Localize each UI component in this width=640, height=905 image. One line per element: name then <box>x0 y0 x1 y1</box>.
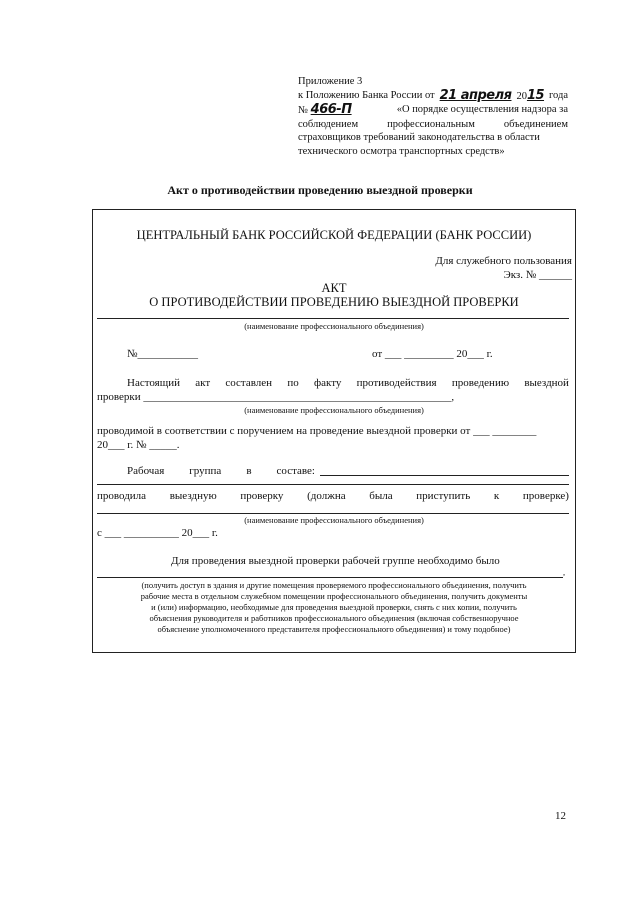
footnote-line: объяснение уполномоченного представителя профессионального объединения) и тому подобное) <box>157 624 511 634</box>
org-name: ЦЕНТРАЛЬНЫЙ БАНК РОССИЙСКОЙ ФЕДЕРАЦИИ (БАНК РОССИИ) <box>136 228 532 242</box>
document-title: Акт о противодействии проведению выездной проверки <box>167 183 473 197</box>
word: в <box>246 465 252 477</box>
org-caption-1: (наименование профессионального объединения) <box>244 321 424 331</box>
copy-number: Экз. № ______ <box>503 269 572 281</box>
word: Рабочая <box>127 465 165 477</box>
act-title: АКТ <box>321 281 347 295</box>
needed-line <box>97 577 563 578</box>
workgroup-label <box>127 464 315 478</box>
page-number: 12 <box>555 810 566 822</box>
para2-line2: 20___ г. № _____. <box>97 439 180 451</box>
word: была <box>369 490 393 502</box>
word: проверке) <box>522 490 569 502</box>
conducted-line <box>97 489 569 503</box>
word: акт <box>195 377 211 389</box>
act-date-field: от ___ _________ 20___ г. <box>372 348 493 360</box>
word: группа <box>189 465 222 477</box>
word: противодействия <box>356 377 437 389</box>
appendix-line5: страховщиков требований законодательства в области <box>298 132 540 143</box>
appendix-line3-rest: «О порядке осуществления надзора за <box>396 104 568 115</box>
word: проведению <box>451 377 510 389</box>
needed-label: Для проведения выездной проверки рабочей группе необходимо было <box>171 555 500 567</box>
year-prefix: 20 <box>516 90 527 102</box>
handwritten-year: 15 <box>526 87 545 103</box>
para2-line1: проводимой в соответствии с поручением на проведение выездной проверки от ___ ________ <box>97 425 537 437</box>
handwritten-date: 21 апреля <box>439 87 512 103</box>
num-prefix: № <box>298 105 309 116</box>
word: Настоящий <box>127 377 180 389</box>
service-use-label: Для служебного пользования <box>435 255 572 267</box>
appendix-line1: Приложение 3 <box>298 76 363 87</box>
appendix-line3 <box>298 103 568 118</box>
act-number-field: №___________ <box>127 348 198 360</box>
footnote-line: (получить доступ в здания и другие помещения проверяемого профессионального объединения, получить <box>141 580 527 590</box>
org-caption-3: (наименование профессионального объединения) <box>244 515 424 525</box>
word: выездной <box>524 377 569 389</box>
word: выездную <box>169 490 217 502</box>
workgroup-line <box>320 475 569 476</box>
footnote-line: рабочие места в отдельном служебном помещении профессионального объединения, получить документы <box>140 591 528 601</box>
org-name-line <box>97 318 569 319</box>
handwritten-number: 466-П <box>310 102 352 117</box>
workgroup-line-2 <box>97 484 569 485</box>
appendix-line2-prefix: к Положению Банка России от <box>298 89 435 101</box>
year-suffix: года <box>548 89 568 101</box>
word: к <box>493 490 500 502</box>
word: приступить <box>416 490 471 502</box>
footnote-line: объяснения руководителя и работников профессионального объединения (включая собственноручное <box>149 613 519 623</box>
word: составлен <box>225 377 273 389</box>
from-date-field: с ___ __________ 20___ г. <box>97 527 218 539</box>
appendix-line4: соблюдением профессиональным объединением <box>298 118 568 130</box>
org-caption-2: (наименование профессионального объединения) <box>244 405 424 415</box>
org-name-line-3 <box>97 513 569 514</box>
act-subtitle: О ПРОТИВОДЕЙСТВИИ ПРОВЕДЕНИЮ ВЫЕЗДНОЙ ПРОВЕРКИ <box>149 295 519 309</box>
appendix-line2 <box>298 89 568 104</box>
word: проверку <box>240 490 284 502</box>
para1-line2: проверки ________________________________________________________, <box>97 391 455 403</box>
comma: , <box>563 567 566 577</box>
appendix-header <box>298 75 568 158</box>
footnote-line: и (или) информацию, необходимые для проведения выездной проверки, снять с них копии, получить <box>151 602 517 612</box>
footnote <box>95 580 573 635</box>
para1-line1 <box>127 376 569 390</box>
word: составе: <box>276 465 315 477</box>
word: (должна <box>307 490 346 502</box>
word: факту <box>313 377 342 389</box>
appendix-line6: технического осмотра транспортных средств» <box>298 145 505 157</box>
word: по <box>287 377 299 389</box>
word: проводила <box>97 490 147 502</box>
